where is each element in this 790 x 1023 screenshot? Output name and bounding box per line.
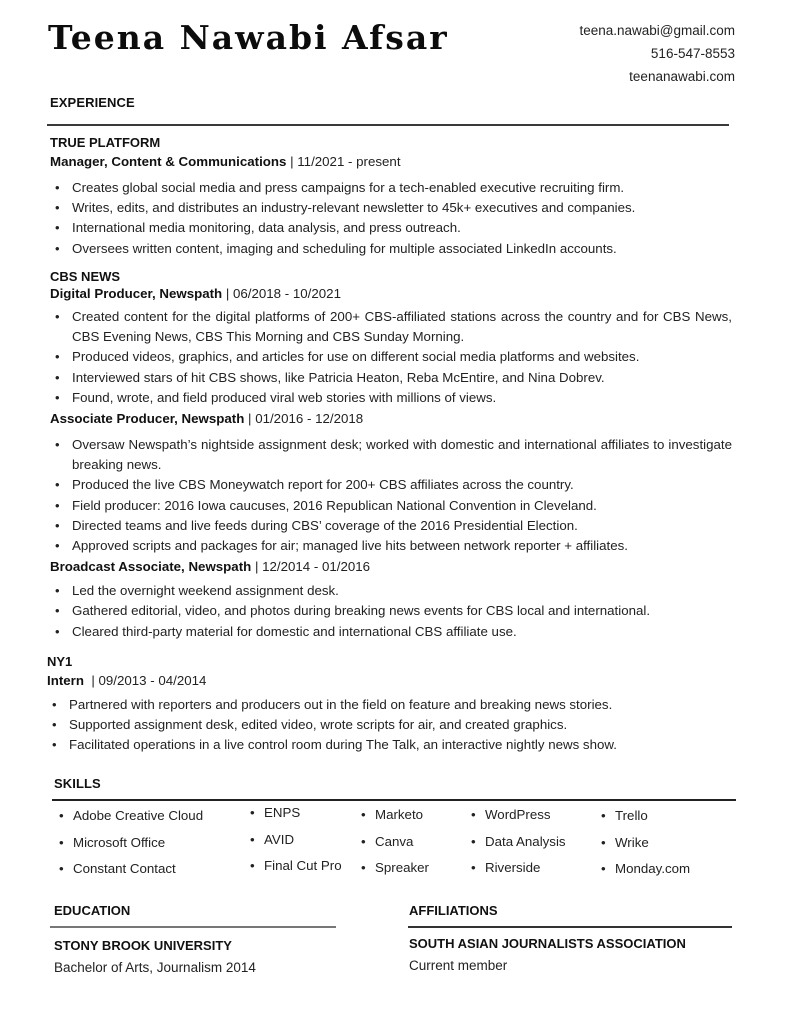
bullet-item: • Approved scripts and packages for air; managed live hits between network reporter + affiliates. (50, 536, 732, 556)
skill-item: • Constant Contact (56, 859, 247, 886)
bullet-item: • Facilitated operations in a live control room during The Talk, an interactive nightly news show. (47, 735, 729, 755)
skill-item: • Data Analysis (468, 832, 598, 859)
education-divider (50, 926, 336, 928)
skills-column (247, 803, 358, 883)
skill-item: • Monday.com (598, 859, 718, 886)
contact-email[interactable]: teena.nawabi@gmail.com (579, 23, 735, 38)
role-title: Intern (47, 673, 84, 688)
role-dates: | 12/2014 - 01/2016 (251, 559, 371, 575)
skills-column (56, 806, 247, 886)
skill-item: • ENPS (247, 803, 358, 830)
bullet-item: • Produced videos, graphics, and articles for use on different social media platforms and websites. (50, 347, 732, 367)
bullet-item: • Field producer: 2016 Iowa caucuses, 2016 Republican National Convention in Cleveland. (50, 496, 732, 516)
role-dates: | 06/2018 - 10/2021 (222, 286, 341, 301)
skill-item: • Microsoft Office (56, 833, 247, 860)
role-bullets (50, 581, 732, 642)
skills-grid (56, 804, 718, 884)
contact-website[interactable]: teenanawabi.com (629, 69, 735, 84)
job-true-platform (50, 135, 732, 259)
bullet-item: • Led the overnight weekend assignment desk. (50, 581, 732, 601)
skills-section-title: SKILLS (54, 776, 101, 791)
company-name: CBS NEWS (50, 269, 121, 284)
bullet-item: • Created content for the digital platforms of 200+ CBS-affiliated stations across the country and for CBS News, CBS Evening News, CBS This Morning and CBS Sunday Morning. (50, 307, 732, 347)
role-line (47, 673, 729, 695)
bullet-item: • Supported assignment desk, edited video, wrote scripts for air, and created graphics. (47, 715, 729, 735)
bullet-item: • Cleared third-party material for domestic and international CBS affiliate use. (50, 622, 732, 642)
bullet-item: • Found, wrote, and field produced viral web stories with millions of views. (50, 388, 732, 408)
bullet-item: • Partnered with reporters and producers out in the field on feature and breaking news stories. (47, 695, 729, 715)
bullet-item: • Interviewed stars of hit CBS shows, like Patricia Heaton, Reba McEntire, and Nina Dobrev. (50, 368, 732, 388)
affiliation-status: Current member (409, 958, 508, 973)
role-title: Associate Producer, Newspath (50, 411, 245, 427)
skill-item: • Canva (358, 832, 468, 859)
role-dates: | 11/2021 - present (286, 154, 401, 169)
skill-item: • Final Cut Pro (247, 856, 358, 883)
candidate-name: Teena Nawabi Afsar (48, 18, 449, 57)
role-dates: | 01/2016 - 12/2018 (244, 411, 364, 427)
job-cbs-news (50, 269, 732, 642)
role-dates: | 09/2013 - 04/2014 (83, 673, 207, 688)
experience-divider (47, 124, 729, 126)
degree: Bachelor of Arts, Journalism 2014 (54, 960, 256, 975)
bullet-item: • Oversees written content, imaging and scheduling for multiple associated LinkedIn accounts. (50, 239, 732, 259)
skill-item: • AVID (247, 830, 358, 857)
affiliation-org: SOUTH ASIAN JOURNALISTS ASSOCIATION (409, 936, 686, 951)
role-line (50, 559, 732, 581)
affiliations-section-title: AFFILIATIONS (409, 903, 498, 918)
skills-divider (52, 799, 736, 801)
role-line (50, 411, 732, 435)
contact-info (579, 22, 735, 91)
role-bullets (50, 435, 732, 556)
skills-column (358, 805, 468, 885)
company-name: NY1 (47, 654, 73, 669)
role-bullets (50, 307, 732, 408)
bullet-item: • Oversaw Newspath’s nightside assignment desk; worked with domestic and international affiliates to investigate breaking news. (50, 435, 732, 475)
skill-item: • Trello (598, 806, 718, 833)
school-name: STONY BROOK UNIVERSITY (54, 938, 232, 953)
skill-item: • Riverside (468, 858, 598, 885)
affiliations-divider (408, 926, 732, 928)
bullet-item: • Produced the live CBS Moneywatch report for 200+ CBS affiliates across the country. (50, 475, 732, 495)
skill-item: • Marketo (358, 805, 468, 832)
skill-item: • WordPress (468, 805, 598, 832)
bullet-item: • Directed teams and live feeds during CBS’ coverage of the 2016 Presidential Election. (50, 516, 732, 536)
role-bullets (47, 695, 729, 756)
role-line (50, 154, 732, 178)
contact-phone[interactable]: 516-547-8553 (650, 46, 735, 61)
skill-item: • Adobe Creative Cloud (56, 806, 247, 833)
company-name: TRUE PLATFORM (50, 135, 161, 150)
role-title: Manager, Content & Communications (50, 154, 287, 169)
experience-section-title: EXPERIENCE (50, 95, 135, 110)
job-ny1 (47, 654, 729, 756)
skill-item: • Wrike (598, 833, 718, 860)
bullet-item: • Gathered editorial, video, and photos during breaking news events for CBS local and international. (50, 601, 732, 621)
role-title: Broadcast Associate, Newspath (50, 559, 252, 575)
role-title: Digital Producer, Newspath (50, 286, 223, 301)
bullet-item: • International media monitoring, data analysis, and press outreach. (50, 218, 732, 238)
role-line (50, 286, 732, 307)
skills-column (468, 805, 598, 885)
bullet-item: • Creates global social media and press campaigns for a tech-enabled executive recruiting firm. (50, 178, 732, 198)
bullet-item: • Writes, edits, and distributes an industry-relevant newsletter to 45k+ executives and companies. (50, 198, 732, 218)
role-bullets (50, 178, 732, 259)
skills-column (598, 806, 718, 886)
education-section-title: EDUCATION (54, 903, 131, 918)
skill-item: • Spreaker (358, 858, 468, 885)
